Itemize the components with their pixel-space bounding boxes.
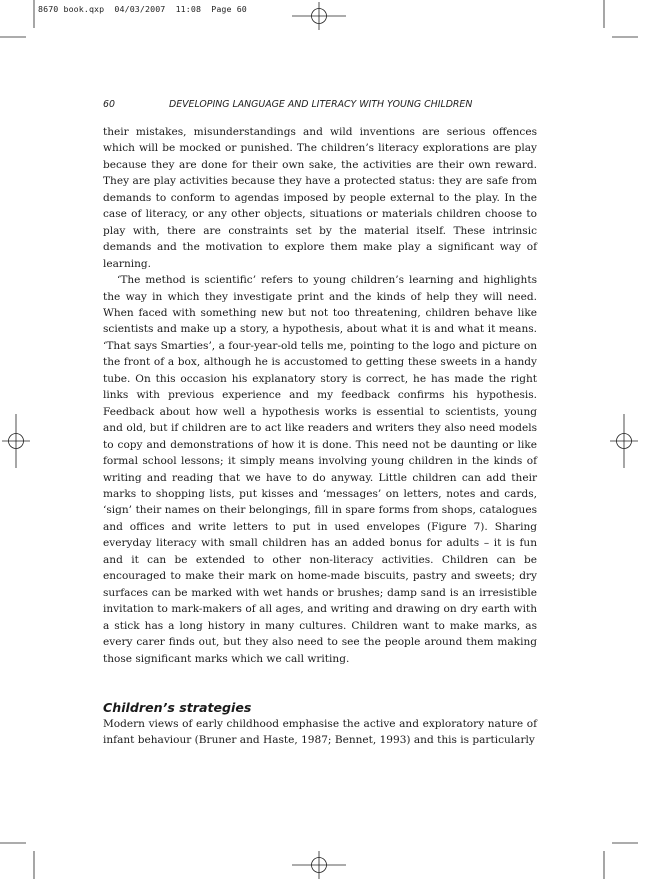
print-slug: 8670 book.qxp 04/03/2007 11:08 Page 60 — [38, 4, 247, 14]
section-paragraph: Modern views of early childhood emphasise the active and exploratory nature of infant behaviour (Bruner and Haste, 1987; Bennet, 1993) and this is particularly — [103, 718, 537, 747]
paragraph-continued: their mistakes, misunderstandings and wild inventions are serious offences which will be mocked or punished. The children’s literacy explorations are play because they are done for their own sake, the activities are their own reward. They are play activities because they have a protected status: they are safe from demands to conform to agendas imposed by people external to the play. In the case of literacy, or any other objects, situations or materials children choose to play with, there are constraints set by the material itself. These intrinsic demands and the motivation to explore them make play a significant way of learning. — [103, 126, 537, 270]
running-head-title: DEVELOPING LANGUAGE AND LITERACY WITH YOUNG CHILDREN — [169, 99, 473, 110]
paragraph-method-scientific: ‘The method is scientific’ refers to young children’s learning and highlights the way in which they investigate print and the kinds of help they will need. When faced with something new but not too threatening, children behave like scientists and make up a story, a hypothesis, about what it is and what it means. ‘That says Smarties’, a four-year-old tells me, pointing to the logo and picture on the front of a box, although he is accustomed to getting these sweets in a handy tube. On this occasion his explanatory story is correct, he has made the right links with previous experience and my feedback confirms his hypothesis. Feedback about how well a hypothesis works is essential to scientists, young and old, but if children are to act like readers and writers they also need models to copy and demonstrations of how it is done. This need not be daunting or like formal school lessons; it simply means involving young children in the kinds of writing and reading that we have to do anyway. Little children can add their marks to shopping lists, put kisses and ‘messages’ on letters, notes and cards, ‘sign’ their names on their belongings, fill in spare forms from shops, catalogues and offices and write letters to put in used envelopes (Figure 7). Sharing everyday literacy with small children has an added bonus for adults – it is fun and it can be extended to other non-literacy activities. Children can be encouraged to make their mark on home-made biscuits, pastry and sweets; dry surfaces can be marked with wet hands or brushes; damp sand is an irresistible invitation to mark-makers of all ages, and writing and drawing on dry earth with a stick has a long history in many cultures. Children want to make marks, as every carer finds out, but they also need to see the people around them making those significant marks which we call writing. — [103, 274, 537, 665]
page-number: 60 — [103, 99, 115, 110]
body-text — [103, 124, 537, 667]
section-body — [103, 716, 537, 749]
section-heading: Children’s strategies — [103, 700, 252, 716]
running-head — [103, 99, 537, 110]
